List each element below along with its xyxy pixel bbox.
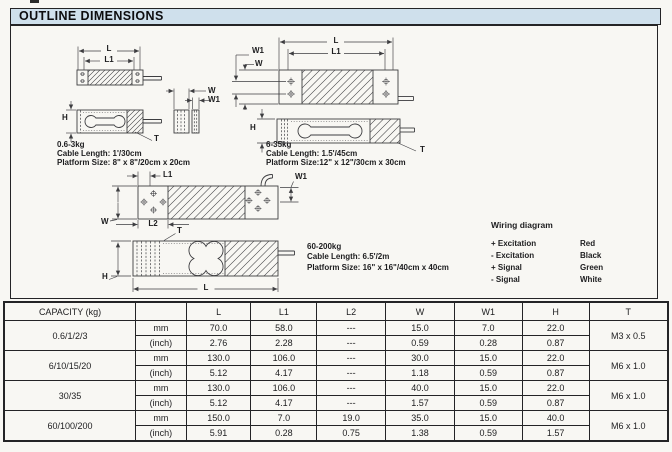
value-cell: --- (317, 351, 386, 366)
value-cell: 1.18 (386, 366, 455, 381)
value-cell: 15.0 (454, 381, 522, 396)
col-header-unit (136, 302, 187, 321)
dim-label-L-medium: L (333, 35, 339, 45)
wiring-color: Green (580, 263, 604, 272)
dim-label-L-small: L (106, 44, 112, 53)
cable-length: Cable Length: 1'/30cm (57, 149, 142, 158)
spec-large-loadcell (307, 242, 449, 274)
value-cell: 0.28 (251, 426, 317, 442)
value-cell: 30.0 (386, 351, 455, 366)
wiring-row (491, 238, 603, 250)
dimension-table-header-row (4, 302, 668, 321)
dim-label-W1-medium: W1 (252, 46, 264, 55)
thread-cell: M6 x 1.0 (589, 381, 668, 411)
value-cell: 4.17 (251, 396, 317, 411)
wiring-signal: - Excitation (491, 251, 535, 260)
capacity-range: 60-200kg (307, 241, 342, 251)
spec-small-loadcell (57, 140, 190, 167)
unit-cell: (inch) (136, 366, 187, 381)
wiring-signal: - Signal (491, 275, 520, 284)
dim-label-H-large: H (102, 272, 108, 281)
value-cell: 2.76 (186, 336, 251, 351)
dim-label-L1-small: L1 (104, 54, 114, 64)
scan-artifact (30, 0, 39, 3)
table-row (4, 351, 668, 366)
dim-label-H-small: H (62, 112, 68, 122)
wiring-signal: + Excitation (491, 239, 537, 248)
thread-cell: M6 x 1.0 (589, 411, 668, 442)
unit-cell: (inch) (136, 396, 187, 411)
wiring-diagram (491, 220, 603, 286)
capacity-range: 6-35kg (266, 140, 292, 149)
dimension-table (3, 301, 669, 442)
wiring-row (491, 250, 603, 262)
value-cell: --- (317, 321, 386, 336)
dim-label-W1-small: W1 (208, 94, 220, 104)
unit-cell: mm (136, 351, 187, 366)
value-cell: 22.0 (522, 321, 589, 336)
unit-cell: (inch) (136, 426, 187, 442)
value-cell: 40.0 (386, 381, 455, 396)
dim-label-T-large: T (177, 225, 182, 235)
capacity-cell: 30/35 (4, 381, 136, 411)
dim-label-W-medium: W (255, 59, 263, 68)
dim-label-T-small: T (154, 133, 159, 143)
unit-cell: mm (136, 411, 187, 426)
unit-cell: (inch) (136, 336, 187, 351)
wiring-signal: + Signal (491, 263, 522, 272)
value-cell: --- (317, 396, 386, 411)
col-header-L: L (186, 302, 251, 321)
col-header-L2: L2 (317, 302, 386, 321)
value-cell: 150.0 (186, 411, 251, 426)
thread-cell: M6 x 1.0 (589, 351, 668, 381)
value-cell: 22.0 (522, 381, 589, 396)
value-cell: 15.0 (454, 351, 522, 366)
value-cell: 35.0 (386, 411, 455, 426)
col-header-H: H (522, 302, 589, 321)
dim-label-L1-large: L1 (163, 170, 173, 179)
wiring-color: Red (580, 239, 596, 248)
value-cell: 4.17 (251, 366, 317, 381)
dim-label-T-medium: T (420, 145, 425, 154)
table-row (4, 411, 668, 426)
dim-label-W1-large: W1 (295, 171, 307, 181)
dim-label-L2-large: L2 (148, 218, 158, 228)
section-title: OUTLINE DIMENSIONS (19, 9, 164, 23)
thread-cell: M3 x 0.5 (589, 321, 668, 351)
unit-cell: mm (136, 321, 187, 336)
value-cell: 15.0 (454, 411, 522, 426)
value-cell: --- (317, 366, 386, 381)
dim-label-H-medium: H (250, 122, 256, 132)
value-cell: 5.12 (186, 396, 251, 411)
table-row (4, 321, 668, 336)
wiring-row (491, 274, 603, 286)
unit-cell: mm (136, 381, 187, 396)
value-cell: 40.0 (522, 411, 589, 426)
capacity-range: 0.6-3kg (57, 140, 85, 149)
value-cell: 130.0 (186, 381, 251, 396)
value-cell: 58.0 (251, 321, 317, 336)
platform-size: Platform Size: 8" x 8"/20cm x 20cm (57, 158, 190, 167)
wiring-diagram-title: Wiring diagram (491, 220, 553, 230)
value-cell: 106.0 (251, 351, 317, 366)
wiring-color: Black (580, 251, 602, 260)
wiring-row (491, 262, 603, 274)
value-cell: 5.91 (186, 426, 251, 442)
cable-length: Cable Length: 1.5'/45cm (266, 149, 358, 158)
value-cell: 15.0 (386, 321, 455, 336)
value-cell: 7.0 (251, 411, 317, 426)
value-cell: 19.0 (317, 411, 386, 426)
col-header-CAPACITY (kg): CAPACITY (kg) (4, 302, 136, 321)
dim-label-W-large: W (101, 217, 109, 226)
platform-size: Platform Size: 16" x 16"/40cm x 40cm (307, 262, 449, 272)
dimension-table-body (4, 321, 668, 442)
capacity-cell: 0.6/1/2/3 (4, 321, 136, 351)
value-cell: 0.87 (522, 336, 589, 351)
value-cell: 2.28 (251, 336, 317, 351)
value-cell: --- (317, 336, 386, 351)
value-cell: 0.87 (522, 366, 589, 381)
value-cell: 1.57 (386, 396, 455, 411)
col-header-L1: L1 (251, 302, 317, 321)
dim-label-W-small: W (208, 85, 216, 95)
wiring-rows (491, 238, 603, 286)
capacity-cell: 60/100/200 (4, 411, 136, 442)
col-header-T: T (589, 302, 668, 321)
spec-medium-loadcell (266, 140, 406, 167)
value-cell: 0.59 (454, 366, 522, 381)
col-header-W1: W1 (454, 302, 522, 321)
dim-label-L-large: L (203, 282, 209, 292)
value-cell: --- (317, 381, 386, 396)
value-cell: 1.57 (522, 426, 589, 442)
value-cell: 7.0 (454, 321, 522, 336)
value-cell: 0.59 (454, 396, 522, 411)
value-cell: 5.12 (186, 366, 251, 381)
wiring-color: White (580, 275, 602, 284)
value-cell: 0.87 (522, 396, 589, 411)
value-cell: 0.28 (454, 336, 522, 351)
value-cell: 130.0 (186, 351, 251, 366)
col-header-W: W (386, 302, 455, 321)
platform-size: Platform Size:12" x 12"/30cm x 30cm (266, 158, 406, 167)
table-row (4, 381, 668, 396)
value-cell: 0.59 (454, 426, 522, 442)
value-cell: 1.38 (386, 426, 455, 442)
cable-length: Cable Length: 6.5'/2m (307, 252, 390, 261)
value-cell: 70.0 (186, 321, 251, 336)
capacity-cell: 6/10/15/20 (4, 351, 136, 381)
dim-label-L1-medium: L1 (331, 47, 341, 56)
value-cell: 22.0 (522, 351, 589, 366)
value-cell: 0.59 (386, 336, 455, 351)
value-cell: 0.75 (317, 426, 386, 442)
value-cell: 106.0 (251, 381, 317, 396)
section-header (10, 8, 661, 25)
